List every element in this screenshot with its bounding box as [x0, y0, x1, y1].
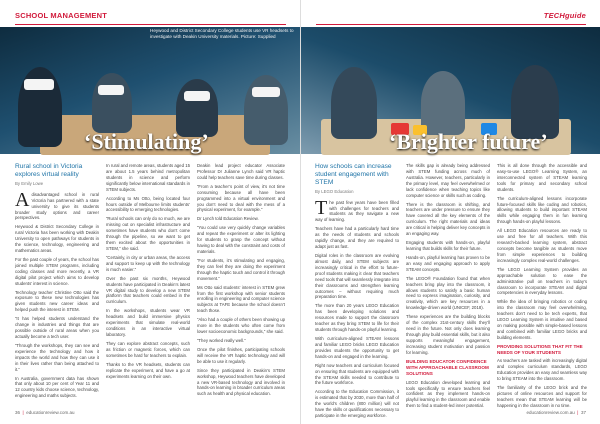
article-column-1	[315, 163, 399, 419]
drop-cap: A	[15, 188, 30, 211]
article-subhead: Rural school in Victoria explores virtual reality	[15, 163, 83, 178]
column-body	[315, 196, 399, 419]
article-column-3	[197, 163, 285, 411]
section-heading: PROVIDING SOLUTIONS THAT FIT THE NEEDS OF YOUR STUDENTS	[497, 343, 583, 356]
right-page	[300, 0, 600, 424]
paragraph: Heywood & District Secondary College in rural Victoria has been working with Deakin University to open pathways for students in the science, technology, engineering and mathematics areas.	[15, 224, 99, 254]
paragraph: Over the past six months, Heywood students have participated in Deakin’s latest VR digital study to develop a new STEM platform that teachers could embed in the curriculum.	[106, 275, 190, 305]
paragraph: Once the pilot finishes, participating schools will receive the VR haptic technology and will be able to use it regularly.	[197, 346, 285, 364]
paragraph: “Through the workshops, they can see and experience the technology and how it impacts the world and how they can use it in their lives rather than being attached to it.”	[15, 342, 99, 372]
section-header: SCHOOL MANAGEMENT	[15, 11, 108, 20]
site-url: educationreview.com.au	[26, 410, 75, 415]
paragraph: Teachers have had a particularly hard time as the needs of students and schools rapidly change, and they are required to adapt just as fast.	[315, 226, 399, 250]
page-footer: 36 | educationreview.com.au	[15, 410, 75, 415]
headline: ‘Brighter future’	[389, 129, 548, 154]
paragraph: This is all done through the accessible and easy-to-use LEGO® Learning System, an interconnected system of STEAM learning tools for primary and secondary school students.	[497, 163, 587, 192]
paragraph: The familiarity of the LEGO brick and the pictures of online resources and support for teachers mean that STEAM learning will be happening in the classroom in no time.	[497, 385, 587, 408]
paragraph: “Certainly, in city or urban areas, the access and support to keep up with the technology is much easier.”	[106, 254, 190, 272]
paragraph: Since they participated in Deakin’s STEM workshop, Heywood teachers have developed a new VR-based technology and involved in hands-on learning in broader curriculum areas such as health and physical education.	[197, 367, 285, 397]
paragraph: “From a teacher’s point of view, it’s not time consuming because all have been programmed into a virtual environment and you don’t need to deal with the mess of a physical experiment, for example.”	[197, 183, 285, 213]
column-body	[15, 188, 99, 400]
paragraph: Right now teachers and curriculum focused on ensuring that students are equipped with the STEAM skills needed to contribute to the future workforce.	[315, 362, 399, 386]
paragraph: While the idea of bringing robotics or coding into the classroom may feel overwhelming, teachers don’t need to be tech experts, that LEGO Learning System is intuitive and based on making possible with simple-based lessons and combined with familiar LEGO bricks and building elements.	[497, 299, 587, 340]
paragraph: In the workshops, students wear VR headsets and build immersive physics experiments that simulate real-world conditions in an interactive virtual laboratory.	[106, 308, 190, 337]
paragraph: The LEGO® Foundation found that when teachers bring play into the classroom, it allows students to satisfy a basic human need to express imagination, curiosity, and creativity, which are key resources in a knowledge-driven world (UNICEF, 2018).	[406, 275, 490, 311]
paragraph: “You could use very quickly change variables and repeat the experiment or alter its lighting for students to grasp the concept without having to deal with the constraint and costs of materials.	[197, 225, 285, 254]
site-url: educationreview.com.au	[526, 410, 575, 415]
vr-headset	[184, 91, 210, 101]
paragraph: Deakin lead project educator Associate Professor Dr Julianne Lynch said VR haptic could help teachers save time during classes.	[197, 163, 285, 180]
column-body	[406, 163, 490, 356]
article-column-2	[406, 163, 490, 411]
header-rule	[316, 24, 586, 25]
section-header: TECHguide	[543, 11, 586, 20]
student-figure	[421, 71, 465, 135]
paragraph: Dr Lynch told Education Review.	[197, 216, 259, 222]
column-body	[197, 163, 285, 397]
paragraph: With curriculum-aligned STEAM lessons and familiar LEGO bricks LEGO Education provides students the opportunity to get hands-on and engaged in the learning.	[315, 336, 399, 359]
article-column-2	[106, 163, 190, 411]
paragraph: They can explore abstract concepts, such as friction or magnetic forces, which can sometimes be hard for teachers to explain.	[106, 340, 190, 358]
photo-caption: Heywood and District Secondary College students use VR headsets to investigate with Deakin University materials. Picture: Supplied	[150, 28, 294, 39]
paragraph: LEGO Education developed learning and tools specifically to ensure teachers feel confident as they implement hands-on playful learning in the classroom and enable them to find a student-led inner potential.	[406, 379, 490, 409]
vr-headset	[98, 85, 124, 95]
paragraph: Technology teacher Christine Otto said the exposure to these new technologies has given students new career ideas and helped push the interest in STEM.	[15, 289, 99, 313]
headline: ‘Stimulating’	[84, 129, 209, 154]
student-figure	[511, 65, 559, 139]
paragraph: In rural and remote areas, students aged 15 are about 1.5 years behind metropolitan students in science and perform significantly below international standards in STEM subjects.	[106, 163, 190, 192]
byline: By LEGO Education	[315, 188, 354, 194]
paragraph: As teachers are tasked with increasingly digital and complex curriculum standards, LEGO Education provides an easy and seamless way to bring STEAM into the classroom.	[497, 358, 587, 382]
vr-headset	[252, 87, 280, 97]
paragraph: “Also had a couple of others been showing up more in the students who often come from lower socioeconomic backgrounds,” she said.	[197, 317, 285, 335]
page-footer: educationreview.com.au | 37	[526, 410, 586, 415]
student-figure	[92, 73, 132, 133]
article-subhead: How schools can increase student engagement with STEM	[315, 163, 392, 186]
student-figure	[244, 75, 288, 145]
section-heading: BUILDING EDUCATOR CONFIDENCE WITH APPROACHABLE CLASSROOM SOLUTIONS	[406, 358, 489, 377]
byline: By Emily Lowe	[15, 180, 44, 186]
paragraph: Hands-on, playful learning has proven to be an easy and engaging approach to apply STEAM concepts.	[406, 254, 490, 272]
paragraph: The LEGO Learning System provides an approachable solution to ease the administrative pull on teachers in today’s classroom to incorporate STEAM and digital competencies in everyday lessons.	[497, 266, 587, 296]
article-column-3	[497, 163, 587, 411]
paragraph: “It has helped students understand the change in industries and things that are possible outside of rural areas when you actually become a tech user.	[15, 316, 99, 340]
paragraph: “They worked really well.”	[197, 337, 246, 343]
article-column-1	[15, 163, 99, 411]
paragraph: For the past couple of years, the school has joined multiple STEM programs, including coding classes and more recently, a VR digital pilot project which aims to develop students’ interest in science.	[15, 256, 99, 286]
paragraph: The skills gap is already being addressed with STEM funding across much of Australia. However, teachers, particularly in the primary level, may feel overwhelmed or lack confidence when teaching topics like computer science or skills such as coding.	[406, 163, 490, 198]
student-figure	[331, 67, 377, 139]
paragraph: The past few years have been filled with challenges for teachers and students as they navigate a new way of learning.	[315, 196, 399, 223]
vr-headset	[24, 79, 54, 90]
column-body	[497, 358, 587, 408]
page-number: 37	[580, 410, 586, 415]
paragraph: A disadvantaged school in rural Victoria has partnered with a state university to give its students broader study options and career perspectives.	[15, 188, 99, 221]
paragraph: These experiences are the building blocks of the complex 21st-century skills they’ll need in the future. Not only does learning through play build essential skills, but it also supports meaningful engagement, increasing student motivation and passion for learning.	[406, 314, 490, 355]
paragraph: Ms Otto said students’ interest in STEM grew from the first workshop with senior students enrolling in engineering and computer science subjects at TAFE because the school doesn’t teach those.	[197, 284, 285, 314]
page-number: 36	[15, 410, 21, 415]
paragraph: “Rural schools can only do so much, we are missing out on specialist infrastructure and sometimes have students who don’t come through the pipeline, so we want to get them excited about the opportunities in STEM,” she said.	[106, 216, 190, 251]
paragraph: In Australia, government data has shown that only about 10 per cent of Year 11 and 12 country kids choose science, technology, engineering and maths subjects.	[15, 375, 99, 399]
paragraph: The more than 20 years LEGO Education has been developing solutions and resources made to support the classroom teacher as they bring STEM to life for their students through hands-on playful learning.	[315, 303, 399, 333]
paragraph: All LEGO Education resources are ready to use and free for all teachers. With this research-backed learning system, abstract concepts become tangible as students move from simple experiences to building increasingly complex real-world challenges.	[497, 228, 587, 263]
paragraph: The curriculum-aligned lessons incorporate future-focused skills like coding and robotics, allowing students to build important STEAM skills while engaging them in fun learning through hands-on playful lessons.	[497, 195, 587, 225]
column-body	[106, 163, 190, 379]
paragraph: According to Ms Otto, being located four hours outside of Melbourne limits students’ accessibility to emerging technologies.	[106, 195, 190, 213]
paragraph: “For students, it’s stimulating and engaging, they can feel they are doing the experiment through the haptic touch and control it through movement.”	[197, 257, 285, 281]
paragraph: Digital roles in the classroom are evolving almost daily, and STEM subjects are increasingly critical in the effort to future-proof students making it clear that teachers need tools that will seamlessly integrate into their classrooms and strengthen learning outcomes – without requiring much preparation time.	[315, 253, 399, 300]
column-body	[497, 163, 587, 341]
paragraph: There is the classroom is shifting, and teachers are under pressure to ensure they have covered all the key elements of the curriculum. The right materials and ideas are critical in helping deliver key concepts in an engaging way.	[406, 201, 490, 237]
paragraph: According to the Education Commission, it is estimated that by 2030, more than half of the world’s children (800 million) will not have the skills or qualifications necessary to participate in the emerging workforce.	[315, 389, 399, 419]
drop-cap: T	[315, 196, 328, 219]
paragraph: Thanks to the VR headsets, students can replicate the experiment, and have a go at experiments learning on their own.	[106, 361, 190, 379]
paragraph: Engaging students with hands-on, playful learning that builds skills for their future.	[406, 240, 490, 251]
header-rule	[15, 24, 286, 25]
